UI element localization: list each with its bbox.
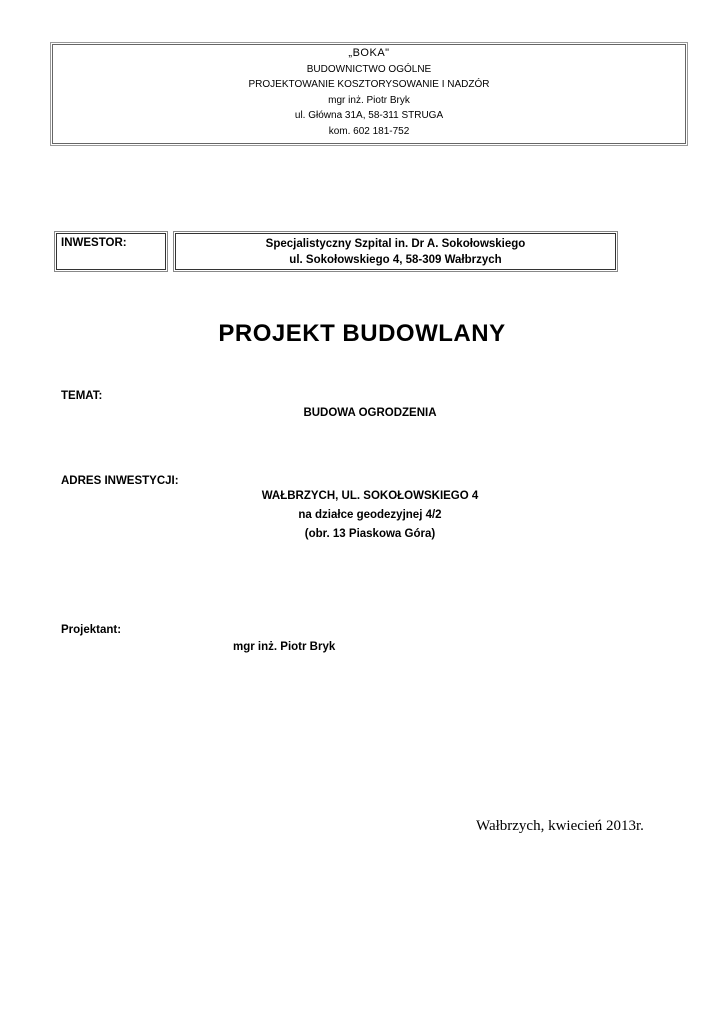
designer-label: Projektant: xyxy=(61,624,122,636)
company-line-3: mgr inż. Piotr Bryk xyxy=(328,94,410,106)
investment-address-line-3: (obr. 13 Piaskowa Góra) xyxy=(304,528,436,540)
investor-name: Specjalistyczny Szpital in. Dr A. Sokołowskiego xyxy=(265,238,526,250)
investor-address: ul. Sokołowskiego 4, 58-309 Wałbrzych xyxy=(289,254,502,266)
investment-address-block xyxy=(0,487,724,544)
company-name: „BOKA" xyxy=(348,47,390,59)
company-line-2: PROJEKTOWANIE KOSZTORYSOWANIE I NADZÓR xyxy=(248,79,490,90)
topic-label: TEMAT: xyxy=(61,390,103,402)
investment-address-line-1: WAŁBRZYCH, UL. SOKOŁOWSKIEGO 4 xyxy=(261,490,479,502)
document-title: PROJEKT BUDOWLANY xyxy=(218,320,506,347)
investment-address-label: ADRES INWESTYCJI: xyxy=(61,475,179,487)
topic-value: BUDOWA OGRODZENIA xyxy=(303,407,437,419)
company-phone: kom. 602 181-752 xyxy=(328,125,410,137)
investor-value-box xyxy=(175,233,616,270)
place-and-date: Wałbrzych, kwiecień 2013r. xyxy=(476,818,644,834)
investor-label: INWESTOR: xyxy=(61,237,127,249)
designer-name: mgr inż. Piotr Bryk xyxy=(233,641,336,653)
company-header-box xyxy=(52,44,686,144)
investment-address-line-2: na działce geodezyjnej 4/2 xyxy=(298,509,442,521)
company-line-1: BUDOWNICTWO OGÓLNE xyxy=(306,63,432,75)
company-address: ul. Główna 31A, 58-311 STRUGA xyxy=(294,110,444,121)
investor-label-box xyxy=(56,233,166,270)
